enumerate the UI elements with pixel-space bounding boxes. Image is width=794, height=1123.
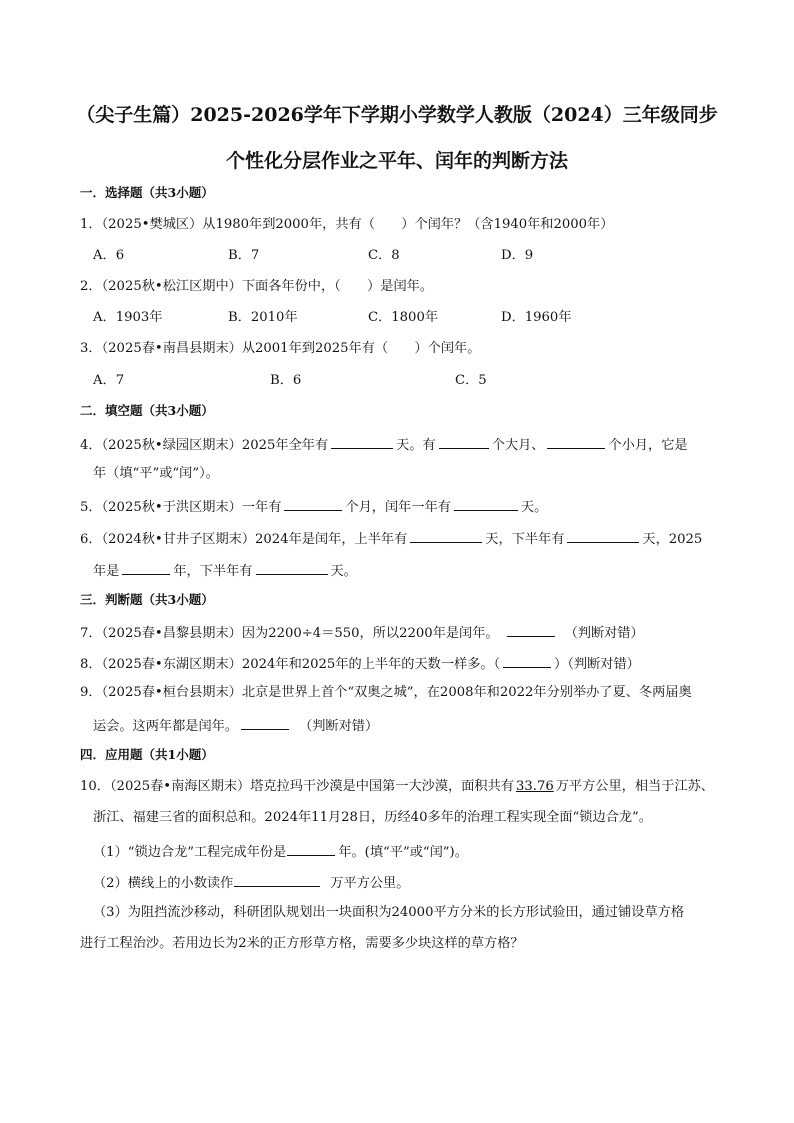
q5-text-a: 5．（2025秋•于洪区期末）一年有: [80, 500, 282, 515]
section-fill-heading: 二．填空题（共3小题）: [80, 403, 214, 418]
q9-text-b: 运会。这两年都是闰年。: [93, 719, 239, 734]
q2-option-b: B．2010年: [228, 310, 298, 325]
question-9-line-1: 9．（2025春•桓台县期末）北京是世界上首个“双奥之城”，在2008年和2022年分别举办了夏、冬两届奥: [80, 685, 692, 700]
q1-option-a: A．6: [93, 248, 125, 263]
q5-blank-months[interactable]: [284, 496, 342, 511]
section-choice-heading: 一．选择题（共3小题）: [80, 185, 214, 200]
q4-text-e: 年（填“平”或“闰”）。: [93, 466, 219, 481]
q8-text-b: ）（判断对错）: [554, 657, 640, 672]
q10-part1-text-a: （1）“锁边合龙”工程完成年份是: [93, 845, 287, 860]
title-line-1: （尖子生篇）2025-2026学年下学期小学数学人教版（2024）三年级同步: [76, 104, 718, 126]
q8-text-a: 8．（2025春•东湖区期末）2024年和2025年的上半年的天数一样多。（: [80, 657, 501, 672]
q1-option-c: C．8: [368, 248, 400, 263]
question-6-line-1: [80, 528, 702, 549]
section-application-heading: 四．应用题（共1小题）: [80, 747, 214, 762]
q1-option-d: D．9: [501, 248, 534, 263]
q7-text-a: 7．（2025春•昌黎县期末）因为2200÷4＝550，所以2200年是闰年。: [80, 626, 499, 641]
q5-text-b: 个月，闰年一年有: [345, 500, 451, 515]
question-7-line: [80, 622, 644, 643]
q4-blank-small-months[interactable]: [547, 434, 605, 449]
q10-part2-text-b: 万平方公里。: [330, 876, 410, 891]
section-judge-heading: 三．判断题（共3小题）: [80, 592, 214, 607]
q8-blank-answer[interactable]: [503, 653, 551, 668]
q6-blank-year-type[interactable]: [122, 560, 170, 575]
q10-text-b: 万平方公里，相当于江苏、: [555, 779, 714, 794]
q6-text-e: 年，下半年有: [173, 564, 253, 579]
q4-blank-days[interactable]: [331, 434, 393, 449]
q10-area-number: 33.76: [515, 779, 554, 794]
q10-part-3-line-2: 进行工程治沙。若用边长为2米的正方形草方格，需要多少块这样的草方格？: [80, 936, 524, 951]
q2-option-d: D．1960年: [501, 310, 572, 325]
question-9-line-2: [93, 715, 378, 736]
q10-text-a: 10．（2025春•南海区期末）塔克拉玛干沙漠是中国第一大沙漠，面积共有: [80, 779, 514, 794]
q4-text-b: 天。有: [396, 438, 436, 453]
q4-text-d: 个小月，它是: [608, 438, 688, 453]
q6-text-c: 天，2025: [642, 532, 703, 547]
q3-option-c: C．5: [455, 373, 487, 388]
q4-text-c: 个大月、: [491, 438, 545, 453]
q7-blank-answer[interactable]: [507, 622, 555, 637]
question-10-line-2: 浙江、福建三省的面积总和。2024年11月28日，历经40多年的治理工程实现全面“锁边合龙”。: [93, 810, 652, 825]
q1-option-b: B．7: [228, 248, 260, 263]
q3-option-b: B．6: [270, 373, 302, 388]
q10-part1-blank[interactable]: [287, 841, 335, 856]
q5-blank-days[interactable]: [454, 496, 518, 511]
q6-text-f: 天。: [330, 564, 357, 579]
question-8-line: [80, 653, 640, 674]
q10-part-1: [93, 841, 468, 862]
q10-part-3-line-1: （3）为阻挡流沙移动，科研团队规划出一块面积为24000平方分米的长方形试验田，通过铺设草方格: [93, 905, 685, 920]
q6-blank-second-half[interactable]: [567, 528, 639, 543]
q6-text-d: 年是: [93, 564, 120, 579]
q6-blank-first-half[interactable]: [410, 528, 482, 543]
question-5-line: [80, 496, 547, 517]
q4-text-a: 4．（2025秋•绿园区期末）2025年全年有: [80, 438, 329, 453]
q9-blank-answer[interactable]: [241, 715, 289, 730]
q10-part2-text-a: （2）横线上的小数读作: [93, 876, 234, 891]
question-2-text: 2．（2025秋•松江区期中）下面各年份中，（ ）是闰年。: [80, 279, 434, 294]
q6-text-b: 天，下半年有: [485, 532, 565, 547]
q4-blank-big-months[interactable]: [439, 434, 489, 449]
q10-part-2: [93, 872, 409, 893]
q6-blank-2025-second-half[interactable]: [256, 560, 328, 575]
q9-text-c: （判断对错）: [299, 719, 379, 734]
q7-text-b: （判断对错）: [564, 626, 644, 641]
q2-option-a: A．1903年: [93, 310, 163, 325]
q10-part2-blank[interactable]: [234, 872, 320, 887]
question-4-line-1: [80, 434, 688, 455]
title-line-2: 个性化分层作业之平年、闰年的判断方法: [225, 150, 568, 172]
q2-option-c: C．1800年: [368, 310, 439, 325]
question-6-line-2: [93, 560, 357, 581]
q5-text-c: 天。: [520, 500, 548, 515]
question-1-text: 1．（2025•樊城区）从1980年到2000年，共有（ ）个闰年？（含1940年和2000年）: [80, 217, 614, 232]
q10-part1-text-b: 年。(填“平”或“闰”)。: [338, 845, 468, 860]
q6-text-a: 6．（2024秋•甘井子区期末）2024年是闰年，上半年有: [80, 532, 408, 547]
q3-option-a: A．7: [93, 373, 125, 388]
question-3-text: 3．（2025春•南昌县期末）从2001年到2025年有（ ）个闰年。: [80, 341, 481, 356]
question-10-line-1: [80, 778, 714, 796]
